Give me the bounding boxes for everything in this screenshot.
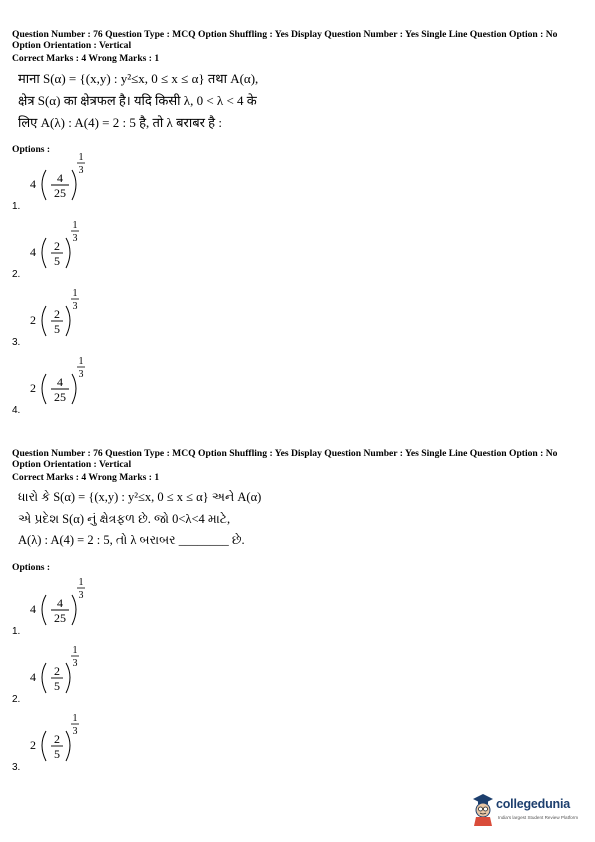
collegedunia-logo xyxy=(470,793,590,833)
option-math xyxy=(30,286,110,346)
question-marks: Correct Marks : 4 Wrong Marks : 1 xyxy=(12,472,160,483)
question-text xyxy=(18,68,587,134)
option-number: 3. xyxy=(12,762,21,773)
left-paren xyxy=(42,663,46,693)
exponent-numerator: 1 xyxy=(72,220,78,231)
option-2[interactable] xyxy=(12,643,132,709)
left-paren xyxy=(42,238,46,268)
option-number: 1. xyxy=(12,626,21,637)
question-line: क्षेत्र S(α) का क्षेत्रफल है। यदि किसी λ, 0 < λ < 4 के xyxy=(18,93,257,108)
option-3[interactable] xyxy=(12,286,132,352)
fraction-numerator: 2 xyxy=(54,732,60,746)
exponent-denominator: 3 xyxy=(78,165,84,176)
coefficient: 2 xyxy=(30,738,36,752)
question-line: माना S(α) = {(x,y) : y²≤x, 0 ≤ x ≤ α} तथा A(α), xyxy=(18,71,259,86)
coefficient: 2 xyxy=(30,313,36,327)
fraction-numerator: 2 xyxy=(54,239,60,253)
options-label: Options : xyxy=(12,561,51,573)
fraction-numerator: 2 xyxy=(54,307,60,321)
exponent-numerator: 1 xyxy=(72,288,78,299)
right-paren xyxy=(72,170,76,200)
option-math xyxy=(30,575,110,635)
exponent-numerator: 1 xyxy=(78,152,84,163)
option-number: 2. xyxy=(12,269,21,280)
fraction-numerator: 4 xyxy=(57,171,63,185)
option-math xyxy=(30,643,110,703)
coefficient: 4 xyxy=(30,670,36,684)
left-paren xyxy=(42,306,46,336)
exponent-denominator: 3 xyxy=(72,658,78,669)
exponent-numerator: 1 xyxy=(78,577,84,588)
question-text xyxy=(18,487,587,552)
left-paren xyxy=(42,731,46,761)
coefficient: 2 xyxy=(30,381,36,395)
exponent-numerator: 1 xyxy=(78,356,84,367)
right-paren xyxy=(72,595,76,625)
question-header: Question Number : 76 Question Type : MCQ Option Shuffling : Yes Display Question Number : Yes Single Line Question Option : No Option Orientation : Vertical xyxy=(12,448,558,470)
left-paren xyxy=(42,170,46,200)
right-paren xyxy=(72,374,76,404)
option-math xyxy=(30,218,110,278)
question-block-1 xyxy=(12,30,587,155)
fraction-denominator: 5 xyxy=(54,322,60,336)
option-1[interactable] xyxy=(12,575,132,641)
graduate-mascot-icon xyxy=(470,793,496,827)
fraction-denominator: 25 xyxy=(54,611,66,625)
option-math xyxy=(30,711,110,771)
coefficient: 4 xyxy=(30,245,36,259)
option-2[interactable] xyxy=(12,218,132,284)
fraction-numerator: 4 xyxy=(57,596,63,610)
question-line: એ પ્રદેશ S(α) નું ક્ષેત્રફળ છે. જો 0<λ<4 માટે, xyxy=(18,511,231,526)
option-4[interactable] xyxy=(12,354,132,420)
left-paren xyxy=(42,374,46,404)
right-paren xyxy=(66,663,70,693)
coefficient: 4 xyxy=(30,177,36,191)
coefficient: 4 xyxy=(30,602,36,616)
exponent-denominator: 3 xyxy=(72,726,78,737)
fraction-numerator: 4 xyxy=(57,375,63,389)
option-number: 3. xyxy=(12,337,21,348)
question-line: ધારો કે S(α) = {(x,y) : y²≤x, 0 ≤ x ≤ α} અને A(α) xyxy=(18,490,262,504)
question-marks: Correct Marks : 4 Wrong Marks : 1 xyxy=(12,53,160,64)
option-number: 4. xyxy=(12,405,21,416)
exponent-denominator: 3 xyxy=(78,369,84,380)
fraction-denominator: 25 xyxy=(54,186,66,200)
fraction-denominator: 25 xyxy=(54,390,66,404)
option-number: 1. xyxy=(12,201,21,212)
right-paren xyxy=(66,238,70,268)
logo-tagline: India's largest Student Review Platform xyxy=(498,815,579,820)
fraction-denominator: 5 xyxy=(54,254,60,268)
option-math xyxy=(30,354,110,414)
options-label: Options : xyxy=(12,144,51,155)
question-line: लिए A(λ) : A(4) = 2 : 5 है, तो λ बराबर है : xyxy=(18,115,222,130)
question-header: Question Number : 76 Question Type : MCQ Option Shuffling : Yes Display Question Number : Yes Single Line Question Option : No Option Orientation : Vertical xyxy=(12,29,558,51)
exponent-numerator: 1 xyxy=(72,645,78,656)
options-list-2 xyxy=(12,575,212,775)
exponent-denominator: 3 xyxy=(78,590,84,601)
question-line: A(λ) : A(4) = 2 : 5, તો λ બરાબર ________ છે. xyxy=(18,533,245,547)
logo-name: collegedunia xyxy=(496,797,571,811)
fraction-denominator: 5 xyxy=(54,679,60,693)
exponent-denominator: 3 xyxy=(72,233,78,244)
option-1[interactable] xyxy=(12,150,132,216)
fraction-denominator: 5 xyxy=(54,747,60,761)
option-math xyxy=(30,150,110,210)
right-paren xyxy=(66,731,70,761)
left-paren xyxy=(42,595,46,625)
exponent-numerator: 1 xyxy=(72,713,78,724)
options-list-1 xyxy=(12,150,212,420)
exponent-denominator: 3 xyxy=(72,301,78,312)
option-number: 2. xyxy=(12,694,21,705)
question-block-2 xyxy=(12,449,587,573)
fraction-numerator: 2 xyxy=(54,664,60,678)
right-paren xyxy=(66,306,70,336)
option-3[interactable] xyxy=(12,711,132,777)
